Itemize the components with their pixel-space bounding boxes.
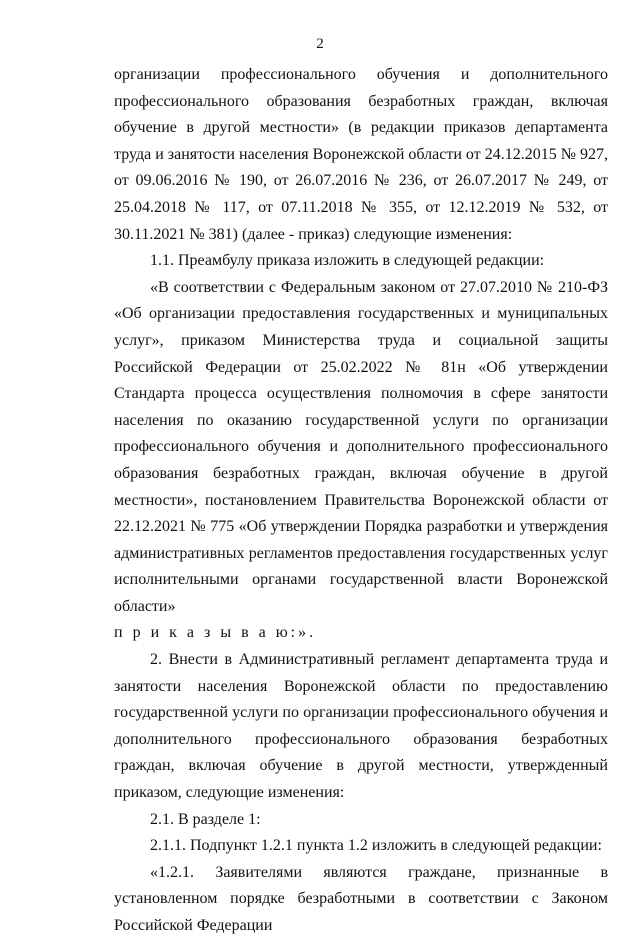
paragraph-2-1-1: 2.1.1. Подпункт 1.2.1 пункта 1.2 изложить в следующей редакции:	[150, 837, 602, 855]
paragraph-1-2-1: «1.2.1. Заявителями являются граждане, признанные в установленном порядке безработными в соответствии с Законом Российской Федерации	[114, 863, 608, 934]
document-body	[114, 62, 608, 940]
paragraph-preamble	[114, 275, 608, 647]
paragraph-2: 2. Внести в Административный регламент департамента труда и занятости населения Воронежской области по предоставлению государственной услуги по организации профессионального обучения и дополнительного профессионального образования безработных граждан, включая обучение в другой местности, утвержденный приказом, следующие изменения:	[114, 651, 608, 802]
paragraph-1-1: 1.1. Преамбулу приказа изложить в следующей редакции:	[150, 252, 545, 270]
preamble-text: «В соответствии с Федеральным законом от 27.07.2010 № 210-ФЗ «Об организации предоставления государственных и муниципальных услуг», приказом Министерства труда и социальной защиты Российской Федерации от 25.02.2022 № 81н «Об утверждении Стандарта процесса осуществления полномочия в сфере занятости населения по оказанию государственной услуги по организации профессионального обучения и дополнительного профессионального образования безработных граждан, включая обучение в другой местности», постановлением Правительства Воронежской области от 22.12.2021 № 775 «Об утверждении Порядка разработки и утверждения административных регламентов предоставления государственных услуг исполнительными органами государственной власти Воронежской области»	[114, 278, 608, 615]
preamble-order-word: п р и к а з ы в а ю:».	[114, 624, 317, 642]
page-number: 2	[316, 36, 324, 52]
paragraph-2-1: 2.1. В разделе 1:	[150, 810, 261, 828]
paragraph-continuation: организации профессионального обучения и дополнительного профессионального образования безработных граждан, включая обучение в другой местности» (в редакции приказов департамента труда и занятости населения Воронежской области от 24.12.2015 № 927, от 09.06.2016 № 190, от 26.07.2016 № 236, от 26.07.2017 № 249, от 25.04.2018 № 117, от 07.11.2018 № 355, от 12.12.2019 № 532, от 30.11.2021 № 381) (далее - приказ) следующие изменения:	[114, 66, 608, 243]
